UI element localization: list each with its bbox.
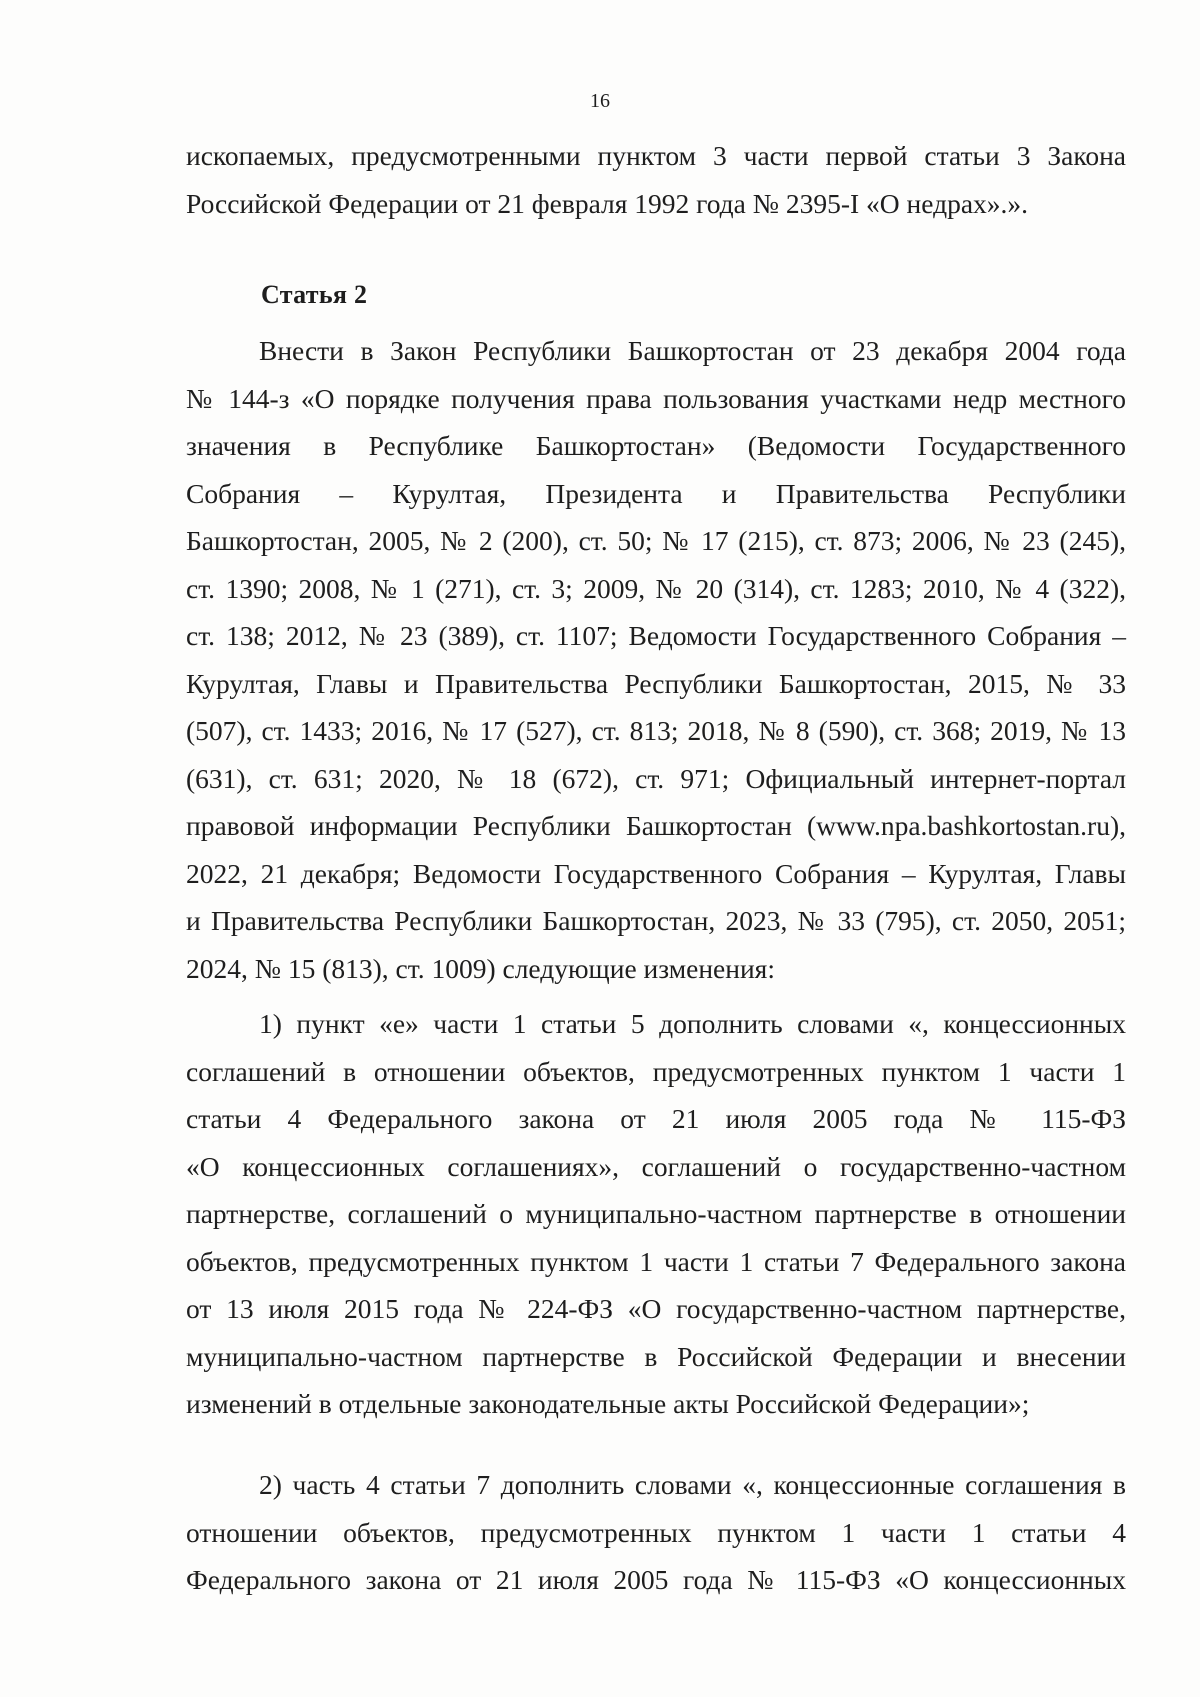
text-line: 2024, № 15 (813), ст. 1009) следующие изменения: — [186, 952, 775, 984]
text-line: ст. 1390; 2008, № 1 (271), ст. 3; 2009, № 20 (314), ст. 1283; 2010, № 4 (322), — [186, 572, 1126, 604]
text-line: соглашений в отношении объектов, предусмотренных пунктом 1 части 1 — [186, 1055, 1126, 1087]
text-line: ископаемых, предусмотренными пунктом 3 части первой статьи 3 Закона — [186, 140, 1126, 171]
text-line: изменений в отдельные законодательные акты Российской Федерации»; — [186, 1388, 1030, 1419]
article-heading: Статья 2 — [261, 280, 368, 309]
text-line: отношении объектов, предусмотренных пунктом 1 части 1 статьи 4 — [186, 1516, 1126, 1548]
text-line: Башкортостан, 2005, № 2 (200), ст. 50; № 17 (215), ст. 873; 2006, № 23 (245), — [186, 525, 1126, 556]
text-line: ст. 138; 2012, № 23 (389), ст. 1107; Ведомости Государственного Собрания – — [186, 620, 1126, 651]
text-line: Внести в Закон Республики Башкортостан от 23 декабря 2004 года — [259, 335, 1126, 366]
text-line: правовой информации Республики Башкортостан (www.npa.bashkortostan.ru), — [186, 810, 1126, 841]
text-line: от 13 июля 2015 года № 224-ФЗ «О государственно-частном партнерстве, — [186, 1293, 1126, 1324]
text-line: и Правительства Республики Башкортостан, 2023, № 33 (795), ст. 2050, 2051; — [186, 905, 1126, 936]
text-line: объектов, предусмотренных пунктом 1 части 1 статьи 7 Федерального закона — [186, 1245, 1126, 1277]
text-line: значения в Республике Башкортостан» (Ведомости Государственного — [186, 430, 1126, 461]
text-line: партнерстве, соглашений о муниципально-частном партнерстве в отношении — [186, 1198, 1126, 1229]
item-2-paragraph — [186, 1461, 1126, 1604]
text-line: № 144-з «О порядке получения права пользования участками недр местного — [186, 382, 1126, 414]
text-line: статьи 4 Федерального закона от 21 июля 2005 года № 115-ФЗ — [186, 1103, 1126, 1134]
text-line: Федерального закона от 21 июля 2005 года № 115-ФЗ «О концессионных — [186, 1564, 1126, 1595]
text-line: Курултая, Главы и Правительства Республики Башкортостан, 2015, № 33 — [186, 667, 1126, 699]
text-line: «О концессионных соглашениях», соглашений о государственно-частном — [186, 1150, 1126, 1182]
text-line: 1) пункт «е» части 1 статьи 5 дополнить словами «, концессионных — [259, 1008, 1126, 1039]
text-line: муниципально-частном партнерстве в Российской Федерации и внесении — [186, 1340, 1126, 1372]
continuation-paragraph — [186, 132, 1126, 227]
text-line: 2) часть 4 статьи 7 дополнить словами «, концессионные соглашения в — [259, 1469, 1126, 1500]
intro-paragraph — [186, 327, 1126, 992]
text-line: Собрания – Курултая, Президента и Правительства Республики — [186, 477, 1126, 509]
page-number: 16 — [590, 90, 610, 112]
item-1-paragraph — [186, 1000, 1126, 1428]
text-line: (507), ст. 1433; 2016, № 17 (527), ст. 813; 2018, № 8 (590), ст. 368; 2019, № 13 — [186, 715, 1126, 746]
text-line: 2022, 21 декабря; Ведомости Государственного Собрания – Курултая, Главы — [186, 857, 1126, 889]
text-line: Российской Федерации от 21 февраля 1992 года № 2395-I «О недрах».». — [186, 187, 1029, 219]
text-line: (631), ст. 631; 2020, № 18 (672), ст. 971; Официальный интернет-портал — [186, 762, 1126, 794]
